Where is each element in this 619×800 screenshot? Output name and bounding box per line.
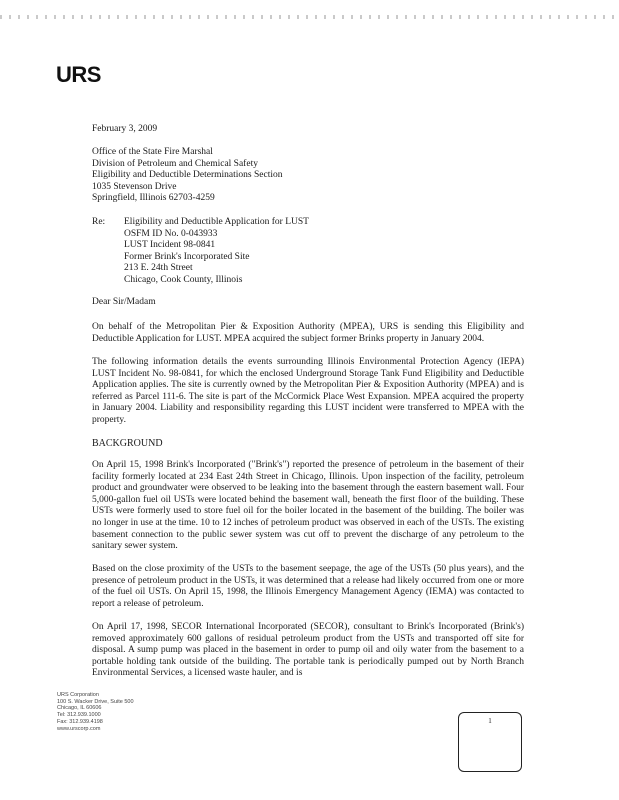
company-footer [57,692,134,732]
intro-paragraph: On behalf of the Metropolitan Pier & Exposition Authority (MPEA), URS is sending this Eligibility and Deductible Application for LUST. MPEA acquired the subject former Brinks property in January 2004. [92,322,524,344]
subject-line: 213 E. 24th Street [124,263,193,274]
page-stamp [458,712,522,772]
details-paragraph: The following information details the events surrounding Illinois Environmental Protection Agency (IEPA) LUST Incident No. 98-0841, for which the enclosed Underground Storage Tank Fund Eligibility and Deductible Application applies. The site is currently owned by the Metropolitan Pier & Exposition Authority (MPEA) and is referred as Parcel 111-6. The site is part of the McCormick Place West Expansion. MPEA acquired the property in January 2004. Liability and responsibility regarding this LUST incident were transferred to MPEA with the property. [92,357,524,425]
footer-line: URS Corporation [57,692,99,698]
footer-line: www.urscorp.com [57,725,101,732]
address-line: Springfield, Illinois 62703-4259 [92,193,215,204]
subject-line: LUST Incident 98-0841 [124,240,216,251]
recipient-address [92,147,283,205]
subject-block [124,217,309,287]
footer-line: 100 S. Wacker Drive, Suite 500 [57,698,134,705]
address-line: Office of the State Fire Marshal [92,147,213,157]
subject-line: OSFM ID No. 0-043933 [124,228,218,239]
address-line: Division of Petroleum and Chemical Safety [92,158,258,169]
background-heading: BACKGROUND [92,438,163,449]
background-paragraph-2: Based on the close proximity of the USTs to the basement seepage, the age of the USTs (50 plus years), and the presence of petroleum product in the USTs, it was determined that a release had likely occurred from one or more of the fuel oil USTs. On April 15, 1998, the Illinois Emergency Management Agency (IEMA) was contacted to report a release of petroleum. [92,564,524,609]
subject-line: Former Brink's Incorporated Site [124,251,250,262]
footer-line: Chicago, IL 60606 [57,705,102,712]
re-label: Re: [92,217,106,227]
salutation: Dear Sir/Madam [92,297,156,307]
address-line: 1035 Stevenson Drive [92,181,177,192]
letter-date: February 3, 2009 [92,124,158,134]
address-line: Eligibility and Deductible Determinations Section [92,170,283,181]
subject-line: Chicago, Cook County, Illinois [124,274,243,285]
company-logo: URS [56,62,101,87]
background-paragraph-1: On April 15, 1998 Brink's Incorporated ("Brink's") reported the presence of petroleum in the basement of their facility formerly located at 234 East 24th Street in Chicago, Illinois. Upon inspection of the facility, petroleum product and groundwater were observed to be leaking into the basement through the eastern basement wall. Four 5,000-gallon fuel oil USTs were located behind the basement wall, beneath the first floor of the building. These USTs were formerly used to store fuel oil for the boiler located in the basement of the building. The boiler was no longer in use at the time. 10 to 12 inches of petroleum product was observed in each of the USTs. The existing basement connection to the public sewer system was cut off to prevent the discharge of any petroleum to the sanitary sewer system. [92,460,524,552]
footer-line: Tel: 312.939.1000 [57,712,101,719]
stamp-number: 1 [488,717,492,725]
scan-artifact [0,15,619,19]
footer-line: Fax: 312.939.4198 [57,718,103,725]
background-paragraph-3: On April 17, 1998, SECOR International Incorporated (SECOR), consultant to Brink's Incorporated (Brink's) removed approximately 600 gallons of residual petroleum product from the USTs and transported off site for disposal. A sump pump was placed in the basement in order to pump oil and oily water from the basement to a portable holding tank outside of the building. The portable tank is periodically pumped out by North Branch Environmental Services, a licensed waste hauler, and is [92,622,524,679]
subject-line: Eligibility and Deductible Application for LUST [124,217,309,227]
